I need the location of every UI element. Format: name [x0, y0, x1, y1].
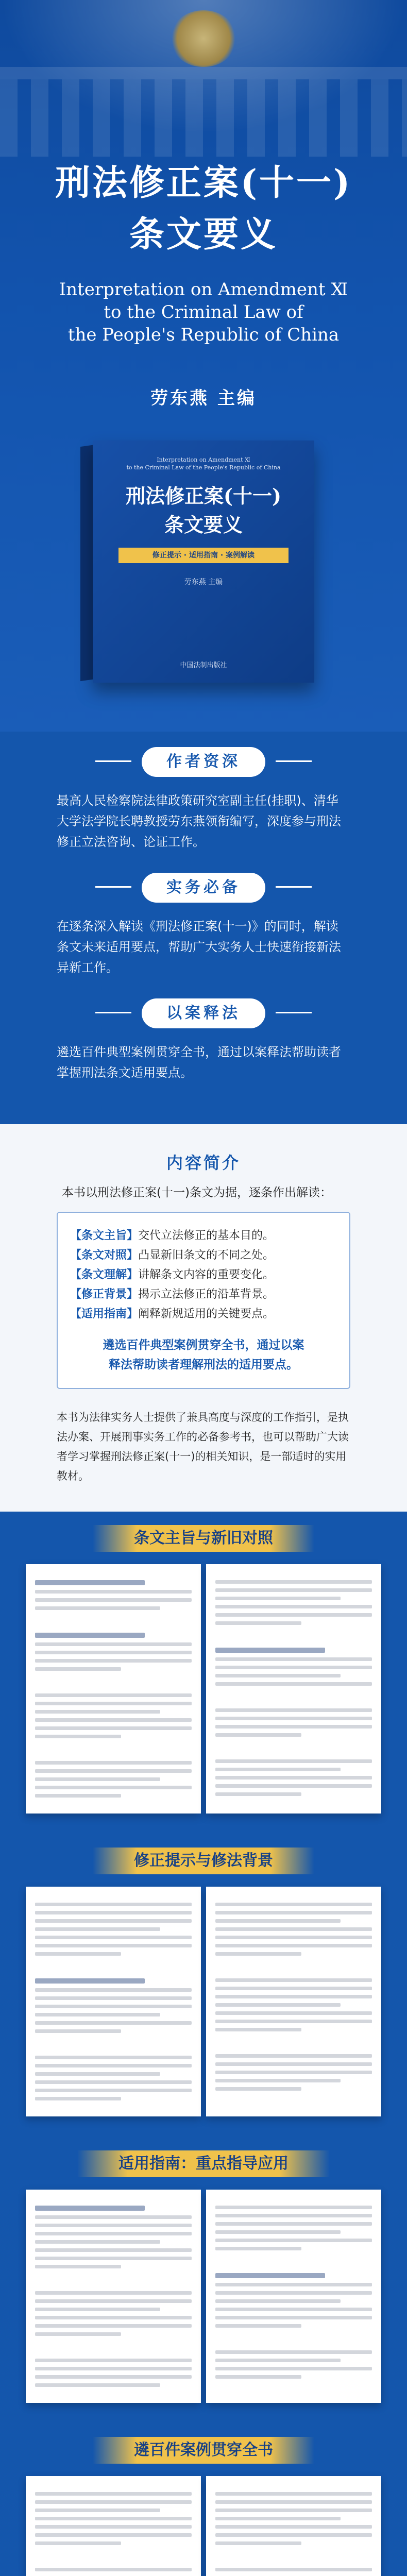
- book-title-line1: 刑法修正案(十一): [126, 484, 281, 507]
- sample-page-right: [206, 1564, 381, 1814]
- content-intro-box: [57, 1212, 350, 1389]
- content-intro-heading: 内容简介: [166, 1153, 241, 1173]
- book-title-line2: 条文要义: [164, 513, 243, 536]
- intro-item-tag: 【条文对照】: [70, 1249, 139, 1262]
- sample-page-right: [206, 2476, 381, 2576]
- sample-section-3: [0, 2137, 407, 2424]
- sample-label-1: 条文主旨与新旧对照: [93, 1525, 314, 1552]
- practical-text: 在逐条深入解读《刑法修正案(十一)》的同时，解读条文未来适用要点，帮助广大实务人士快速衔接新法异新工作。: [57, 919, 341, 975]
- sample-section-2: [0, 1834, 407, 2137]
- intro-box-note: [70, 1335, 337, 1375]
- content-intro-paragraph: 本书为法律实务人士提供了兼具高度与深度的工作指引，是执法办案、开展刑事实务工作的必备参考书，也可以帮助广大读者学习掌握刑法修正案(十一)的相关知识，是一部适时的实用教材。: [57, 1411, 349, 1482]
- author-qualification-text: 最高人民检察院法律政策研究室副主任(挂职)、清华大学法学院长聘教授劳东燕领衔编写，深度参与刑法修正立法咨询、论证工作。: [57, 793, 341, 849]
- hall-pillars: [0, 79, 407, 157]
- sample-spread-3: [26, 2190, 381, 2403]
- intro-item: [70, 1285, 337, 1304]
- intro-item: [70, 1246, 337, 1265]
- sample-label-2: 修正提示与修法背景: [93, 1848, 314, 1874]
- intro-item-tag: 【修正背景】: [70, 1288, 139, 1301]
- sample-label-4: 遴百件案例贯穿全书: [93, 2437, 314, 2464]
- content-intro-lead: 本书以刑法修正案(十一)条文为据，逐条作出解读：: [62, 1186, 332, 1199]
- intro-item-tag: 【适用指南】: [70, 1308, 139, 1320]
- practical-label: 实务必备: [142, 873, 265, 903]
- sample-spread-4: [26, 2476, 381, 2576]
- intro-item-text: 揭示立法修正的沿革背景。: [138, 1288, 275, 1301]
- sample-page-left: [26, 1887, 201, 2116]
- intro-item-text: 讲解条文内容的重要变化。: [138, 1268, 275, 1281]
- hero-title: [0, 157, 407, 260]
- intro-box-note-line2: 释法帮助读者理解刑法的适用要点。: [109, 1358, 298, 1371]
- features-section: [0, 732, 407, 1124]
- hero-subtitle: [0, 278, 407, 346]
- hero-subtitle-line2: to the Criminal Law of: [104, 302, 303, 323]
- hall-roof: [0, 67, 407, 79]
- sample-section-4: [0, 2424, 407, 2576]
- hero-title-line2: 条文要义: [129, 214, 278, 255]
- intro-item-tag: 【条文主旨】: [70, 1229, 139, 1242]
- sample-page-right: [206, 2190, 381, 2403]
- intro-item: [70, 1226, 337, 1246]
- book-english-title: [110, 456, 297, 471]
- hero-subtitle-line1: Interpretation on Amendment Ⅺ: [59, 279, 348, 300]
- intro-item-tag: 【条文理解】: [70, 1268, 139, 1281]
- sample-page-left: [26, 2190, 201, 2403]
- book-en-line1: Interpretation on Amendment Ⅺ: [157, 456, 250, 463]
- case-interpretation-text: 遴选百件典型案例贯穿全书，通过以案释法帮助读者掌握刑法条文适用要点。: [57, 1045, 341, 1080]
- hero-subtitle-line3: the People's Republic of China: [67, 325, 340, 345]
- intro-item: [70, 1265, 337, 1285]
- intro-box-note-line1: 遴选百件典型案例贯穿全书，通过以案: [103, 1338, 304, 1352]
- sample-label-3: 适用指南：重点指导应用: [77, 2150, 330, 2177]
- book-publisher: 中国法制出版社: [180, 662, 227, 669]
- author-qualification-label: 作者资深: [142, 747, 265, 777]
- intro-item-text: 阐释新规适用的关键要点。: [138, 1308, 275, 1320]
- book-author: 劳东燕 主编: [184, 578, 223, 586]
- content-intro-section: [0, 1124, 407, 1512]
- sample-spread-1: [26, 1564, 381, 1814]
- sample-spread-2: [26, 1887, 381, 2116]
- hero-author: 劳东燕 主编: [150, 388, 257, 409]
- book-image: [93, 440, 314, 683]
- case-interpretation-label: 以案释法: [142, 998, 265, 1028]
- book-en-line2: to the Criminal Law of the People's Republic of China: [126, 464, 281, 471]
- hero-banner: [0, 0, 407, 732]
- hero-title-line1: 刑法修正案(十一): [55, 162, 352, 204]
- sample-page-left: [26, 2476, 201, 2576]
- book-cover: [93, 440, 314, 683]
- intro-item-text: 交代立法修正的基本目的。: [138, 1229, 275, 1242]
- sample-page-right: [206, 1887, 381, 2116]
- intro-item: [70, 1304, 337, 1324]
- national-emblem-icon: [170, 10, 237, 67]
- book-title: [110, 482, 297, 539]
- intro-item-text: 凸显新旧条文的不同之处。: [138, 1249, 275, 1262]
- sample-page-left: [26, 1564, 201, 1814]
- book-band: 修正提示 · 适用指南 · 案例解读: [118, 548, 289, 563]
- sample-section-1: [0, 1512, 407, 1834]
